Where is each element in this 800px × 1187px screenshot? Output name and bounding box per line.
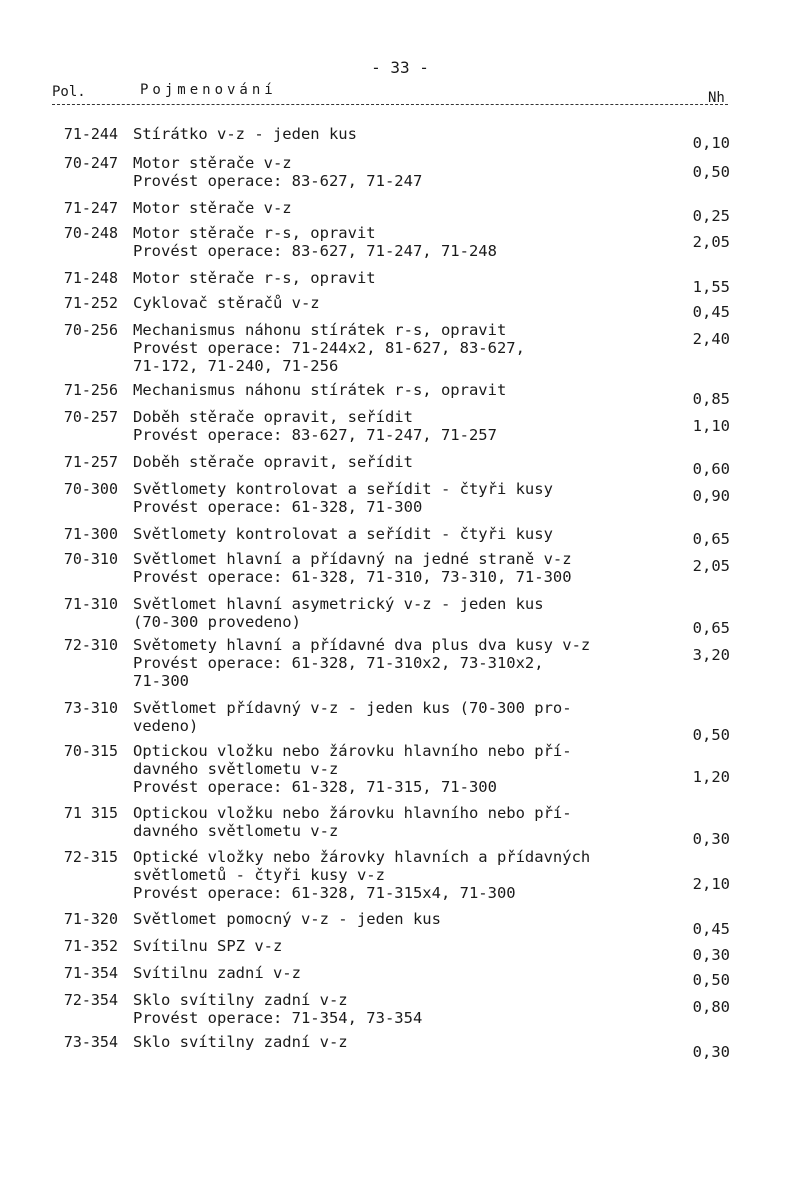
- row-description: Motor stěrače v-z: [133, 199, 292, 217]
- row-description: Světomety hlavní a přídavné dva plus dva kusy v-z: [133, 636, 591, 654]
- row-description-continuation: Provést operace: 71-244x2, 81-627, 83-627,: [133, 339, 525, 357]
- row-position-code: 71-247: [63, 199, 118, 217]
- row-norm-hours: 0,50: [692, 163, 730, 181]
- row-description-continuation: světlometů - čtyři kusy v-z: [133, 866, 385, 884]
- row-position-code: 70-256: [63, 321, 118, 339]
- row-norm-hours: 0,30: [692, 1043, 730, 1061]
- row-norm-hours: 1,55: [692, 278, 730, 296]
- row-position-code: 72-315: [63, 848, 118, 866]
- row-description-continuation: Provést operace: 83-627, 71-247: [133, 172, 423, 190]
- row-description: Světlomet přídavný v-z - jeden kus (70-300 pro-: [133, 699, 572, 717]
- row-description-continuation: Provést operace: 83-627, 71-247, 71-248: [133, 242, 497, 260]
- row-norm-hours: 0,60: [692, 460, 730, 478]
- row-position-code: 70-248: [63, 224, 118, 242]
- row-norm-hours: 0,45: [692, 303, 730, 321]
- row-position-code: 71-354: [63, 964, 118, 982]
- row-norm-hours: 0,65: [692, 530, 730, 548]
- row-norm-hours: 0,90: [692, 487, 730, 505]
- row-norm-hours: 0,10: [692, 134, 730, 152]
- row-position-code: 73-354: [63, 1033, 118, 1051]
- row-position-code: 71-320: [63, 910, 118, 928]
- row-norm-hours: 0,25: [692, 207, 730, 225]
- row-norm-hours: 0,50: [692, 726, 730, 744]
- row-position-code: 71-310: [63, 595, 118, 613]
- row-norm-hours: 2,40: [692, 330, 730, 348]
- row-position-code: 71-244: [63, 125, 118, 143]
- row-norm-hours: 3,20: [692, 646, 730, 664]
- row-position-code: 71-352: [63, 937, 118, 955]
- row-norm-hours: 0,30: [692, 830, 730, 848]
- column-header-position: Pol.: [52, 84, 86, 100]
- row-position-code: 70-315: [63, 742, 118, 760]
- row-description: Světlomety kontrolovat a seřídit - čtyři kusy: [133, 525, 553, 543]
- row-position-code: 71-252: [63, 294, 118, 312]
- row-norm-hours: 2,10: [692, 875, 730, 893]
- row-description: Sklo svítilny zadní v-z: [133, 991, 348, 1009]
- row-description: Doběh stěrače opravit, seřídit: [133, 453, 413, 471]
- row-position-code: 72-354: [63, 991, 118, 1009]
- row-description: Motor stěrače r-s, opravit: [133, 269, 376, 287]
- row-description-continuation: (70-300 provedeno): [133, 613, 301, 631]
- row-norm-hours: 0,80: [692, 998, 730, 1016]
- row-position-code: 71 315: [63, 804, 118, 822]
- row-norm-hours: 1,10: [692, 417, 730, 435]
- row-description-continuation: davného světlometu v-z: [133, 760, 339, 778]
- column-header-norm-hours: Nh: [708, 90, 725, 106]
- row-description: Mechanismus náhonu stírátek r-s, opravit: [133, 381, 507, 399]
- row-norm-hours: 0,65: [692, 619, 730, 637]
- row-description: Cyklovač stěračů v-z: [133, 294, 320, 312]
- row-norm-hours: 0,45: [692, 920, 730, 938]
- row-description: Optické vložky nebo žárovky hlavních a přídavných: [133, 848, 591, 866]
- row-description: Světlomet pomocný v-z - jeden kus: [133, 910, 441, 928]
- row-position-code: 70-300: [63, 480, 118, 498]
- row-position-code: 73-310: [63, 699, 118, 717]
- row-position-code: 70-310: [63, 550, 118, 568]
- row-norm-hours: 1,20: [692, 768, 730, 786]
- row-position-code: 72-310: [63, 636, 118, 654]
- row-description-continuation: Provést operace: 61-328, 71-315, 71-300: [133, 778, 497, 796]
- row-position-code: 70-247: [63, 154, 118, 172]
- row-description-continuation: Provést operace: 61-328, 71-315x4, 71-300: [133, 884, 516, 902]
- page-number: - 33 -: [371, 58, 429, 77]
- row-description-continuation: davného světlometu v-z: [133, 822, 339, 840]
- row-description: Stírátko v-z - jeden kus: [133, 125, 357, 143]
- row-description-continuation: vedeno): [133, 717, 199, 735]
- row-description-continuation: 71-300: [133, 672, 189, 690]
- row-description: Světlomet hlavní asymetrický v-z - jeden kus: [133, 595, 544, 613]
- row-description-continuation: Provést operace: 61-328, 71-300: [133, 498, 423, 516]
- row-description: Svítilnu SPZ v-z: [133, 937, 283, 955]
- row-description-continuation: Provést operace: 71-354, 73-354: [133, 1009, 423, 1027]
- row-description: Sklo svítilny zadní v-z: [133, 1033, 348, 1051]
- row-description: Svítilnu zadní v-z: [133, 964, 301, 982]
- row-description: Motor stěrače v-z: [133, 154, 292, 172]
- row-description-continuation: Provést operace: 61-328, 71-310, 73-310, 71-300: [133, 568, 572, 586]
- row-position-code: 71-300: [63, 525, 118, 543]
- row-norm-hours: 0,85: [692, 390, 730, 408]
- row-description: Motor stěrače r-s, opravit: [133, 224, 376, 242]
- row-description: Optickou vložku nebo žárovku hlavního nebo pří-: [133, 804, 572, 822]
- row-description-continuation: Provést operace: 61-328, 71-310x2, 73-310x2,: [133, 654, 544, 672]
- column-header-name: Pojmenování: [140, 82, 277, 98]
- row-norm-hours: 0,50: [692, 971, 730, 989]
- row-position-code: 71-248: [63, 269, 118, 287]
- row-description-continuation: Provést operace: 83-627, 71-247, 71-257: [133, 426, 497, 444]
- row-description: Mechanismus náhonu stírátek r-s, opravit: [133, 321, 507, 339]
- row-position-code: 71-257: [63, 453, 118, 471]
- row-description: Světlomety kontrolovat a seřídit - čtyři kusy: [133, 480, 553, 498]
- row-description: Optickou vložku nebo žárovku hlavního nebo pří-: [133, 742, 572, 760]
- row-description: Světlomet hlavní a přídavný na jedné straně v-z: [133, 550, 572, 568]
- row-norm-hours: 2,05: [692, 557, 730, 575]
- row-position-code: 70-257: [63, 408, 118, 426]
- row-description-continuation: 71-172, 71-240, 71-256: [133, 357, 339, 375]
- row-norm-hours: 0,30: [692, 946, 730, 964]
- row-description: Doběh stěrače opravit, seřídit: [133, 408, 413, 426]
- row-position-code: 71-256: [63, 381, 118, 399]
- row-norm-hours: 2,05: [692, 233, 730, 251]
